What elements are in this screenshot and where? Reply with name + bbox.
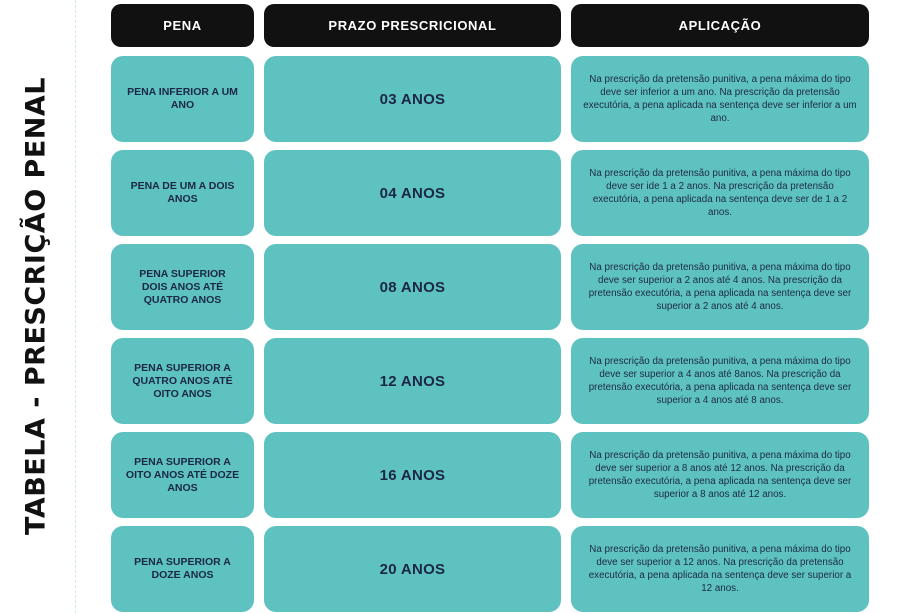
pena-cell: PENA SUPERIOR A DOZE ANOS <box>111 526 254 612</box>
prazo-cell: 16 ANOS <box>264 432 561 518</box>
table-row <box>111 432 869 518</box>
header-prazo: PRAZO PRESCRICIONAL <box>264 4 561 47</box>
table-row <box>111 150 869 236</box>
aplicacao-cell: Na prescrição da pretensão punitiva, a pena máxima do tipo deve ser superior a 8 anos até 12 anos. Na prescrição da pretensão executória, a pena aplicada na sentença deve ser superior a 8 anos até 12 anos. <box>571 432 869 518</box>
title-strip <box>0 0 76 613</box>
aplicacao-cell: Na prescrição da pretensão punitiva, a pena máxima do tipo deve ser superior a 4 anos até 8anos. Na prescrição da pretensão executória, a pena aplicada na sentença deve ser superior a 4 anos até 8 anos. <box>571 338 869 424</box>
pena-cell: PENA SUPERIOR DOIS ANOS ATÉ QUATRO ANOS <box>111 244 254 330</box>
aplicacao-cell: Na prescrição da pretensão punitiva, a pena máxima do tipo deve ser inferior a um ano. Na prescrição da pretensão executória, a pena aplicada na sentença deve ser inferior a um ano. <box>571 56 869 142</box>
pena-cell: PENA SUPERIOR A QUATRO ANOS ATÉ OITO ANOS <box>111 338 254 424</box>
table-row <box>111 338 869 424</box>
header-pena: PENA <box>111 4 254 47</box>
prazo-cell: 08 ANOS <box>264 244 561 330</box>
table-row <box>111 526 869 612</box>
aplicacao-cell: Na prescrição da pretensão punitiva, a pena máxima do tipo deve ser superior a 2 anos até 4 anos. Na prescrição da pretensão executória, a pena aplicada na sentença deve ser superior a 2 anos até 4 anos. <box>571 244 869 330</box>
table-row <box>111 56 869 142</box>
pena-cell: PENA INFERIOR A UM ANO <box>111 56 254 142</box>
prazo-cell: 03 ANOS <box>264 56 561 142</box>
aplicacao-cell: Na prescrição da pretensão punitiva, a pena máxima do tipo deve ser superior a 12 anos. Na prescrição da pretensão executória, a pena aplicada na sentença deve ser superior a 12 anos. <box>571 526 869 612</box>
header-aplicacao: APLICAÇÃO <box>571 4 869 47</box>
pena-cell: PENA DE UM A DOIS ANOS <box>111 150 254 236</box>
aplicacao-cell: Na prescrição da pretensão punitiva, a pena máxima do tipo deve ser ide 1 a 2 anos. Na prescrição da pretensão executória, a pena aplicada na sentença deve ser de 1 a 2 anos. <box>571 150 869 236</box>
table-row <box>111 244 869 330</box>
page-title: TABELA - PRESCRIÇÃO PENAL <box>20 77 52 535</box>
pena-cell: PENA SUPERIOR A OITO ANOS ATÉ DOZE ANOS <box>111 432 254 518</box>
prazo-cell: 12 ANOS <box>264 338 561 424</box>
prazo-cell: 20 ANOS <box>264 526 561 612</box>
prazo-cell: 04 ANOS <box>264 150 561 236</box>
